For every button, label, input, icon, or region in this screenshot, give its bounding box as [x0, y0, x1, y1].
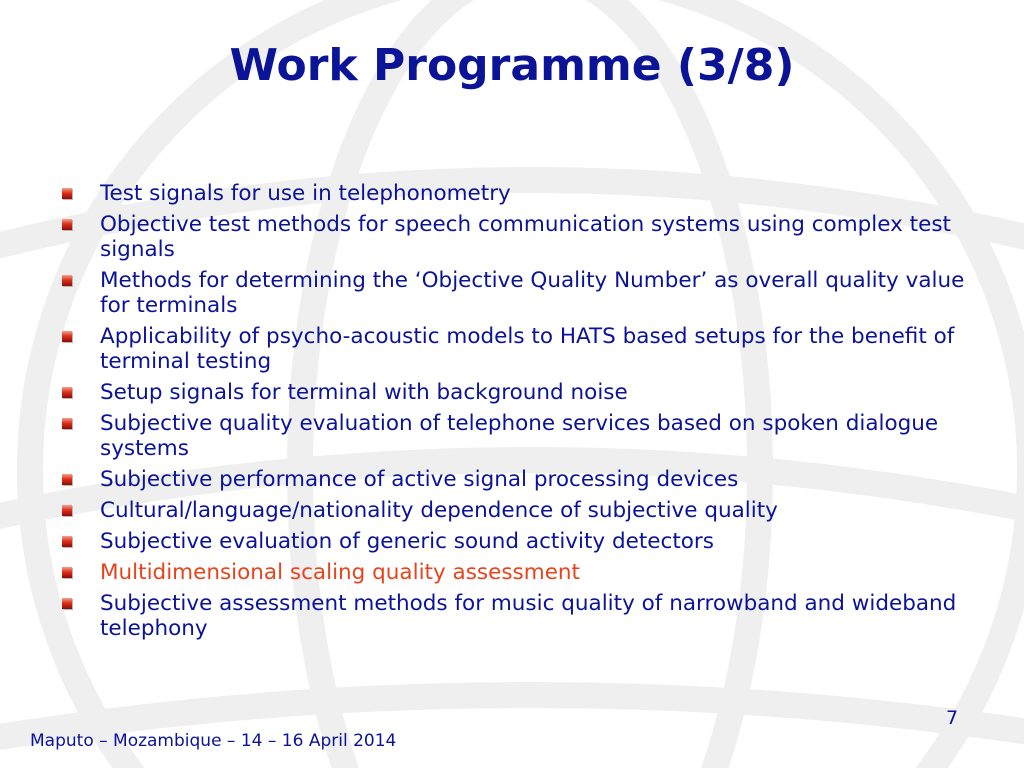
red-square-bullet-icon: [62, 598, 72, 609]
red-square-bullet-icon: [62, 418, 72, 429]
list-item: [60, 411, 970, 461]
red-square-bullet-icon: [62, 505, 72, 516]
bullet-list: [60, 181, 970, 647]
list-item: [60, 498, 970, 523]
bullet-text: Subjective performance of active signal processing devices: [100, 467, 739, 492]
bullet-text: Subjective quality evaluation of telephone services based on spoken dialogue systems: [100, 411, 939, 461]
bullet-text: Subjective assessment methods for music quality of narrowband and wideband telephony: [100, 591, 957, 641]
red-square-bullet-icon: [62, 536, 72, 547]
list-item: [60, 529, 970, 554]
red-square-bullet-icon: [62, 188, 72, 199]
slide-title: Work Programme (3/8): [229, 40, 795, 91]
list-item: [60, 324, 970, 374]
list-item: [60, 591, 970, 641]
bullet-text: Subjective evaluation of generic sound activity detectors: [100, 529, 714, 554]
bullet-text: Setup signals for terminal with background noise: [100, 380, 628, 405]
list-item-highlighted: [60, 560, 970, 585]
list-item: [60, 380, 970, 405]
red-square-bullet-icon: [62, 331, 72, 342]
red-square-bullet-icon: [62, 387, 72, 398]
red-square-bullet-icon: [62, 474, 72, 485]
list-item: [60, 212, 970, 262]
bullet-text: Test signals for use in telephonometry: [100, 181, 511, 206]
red-square-bullet-icon: [62, 275, 72, 286]
page-number: 7: [946, 707, 959, 729]
red-square-bullet-icon: [62, 567, 72, 578]
bullet-text: Applicability of psycho-acoustic models to HATS based setups for the benefit of terminal testing: [100, 324, 955, 374]
red-square-bullet-icon: [62, 219, 72, 230]
list-item: [60, 181, 970, 206]
bullet-text: Objective test methods for speech communication systems using complex test signals: [100, 212, 951, 262]
bullet-text: Multidimensional scaling quality assessment: [100, 560, 580, 585]
bullet-text: Cultural/language/nationality dependence of subjective quality: [100, 498, 778, 523]
bullet-text: Methods for determining the ‘Objective Quality Number’ as overall quality value for terminals: [100, 268, 965, 318]
list-item: [60, 268, 970, 318]
list-item: [60, 467, 970, 492]
footer-text: Maputo – Mozambique – 14 – 16 April 2014: [30, 731, 397, 751]
